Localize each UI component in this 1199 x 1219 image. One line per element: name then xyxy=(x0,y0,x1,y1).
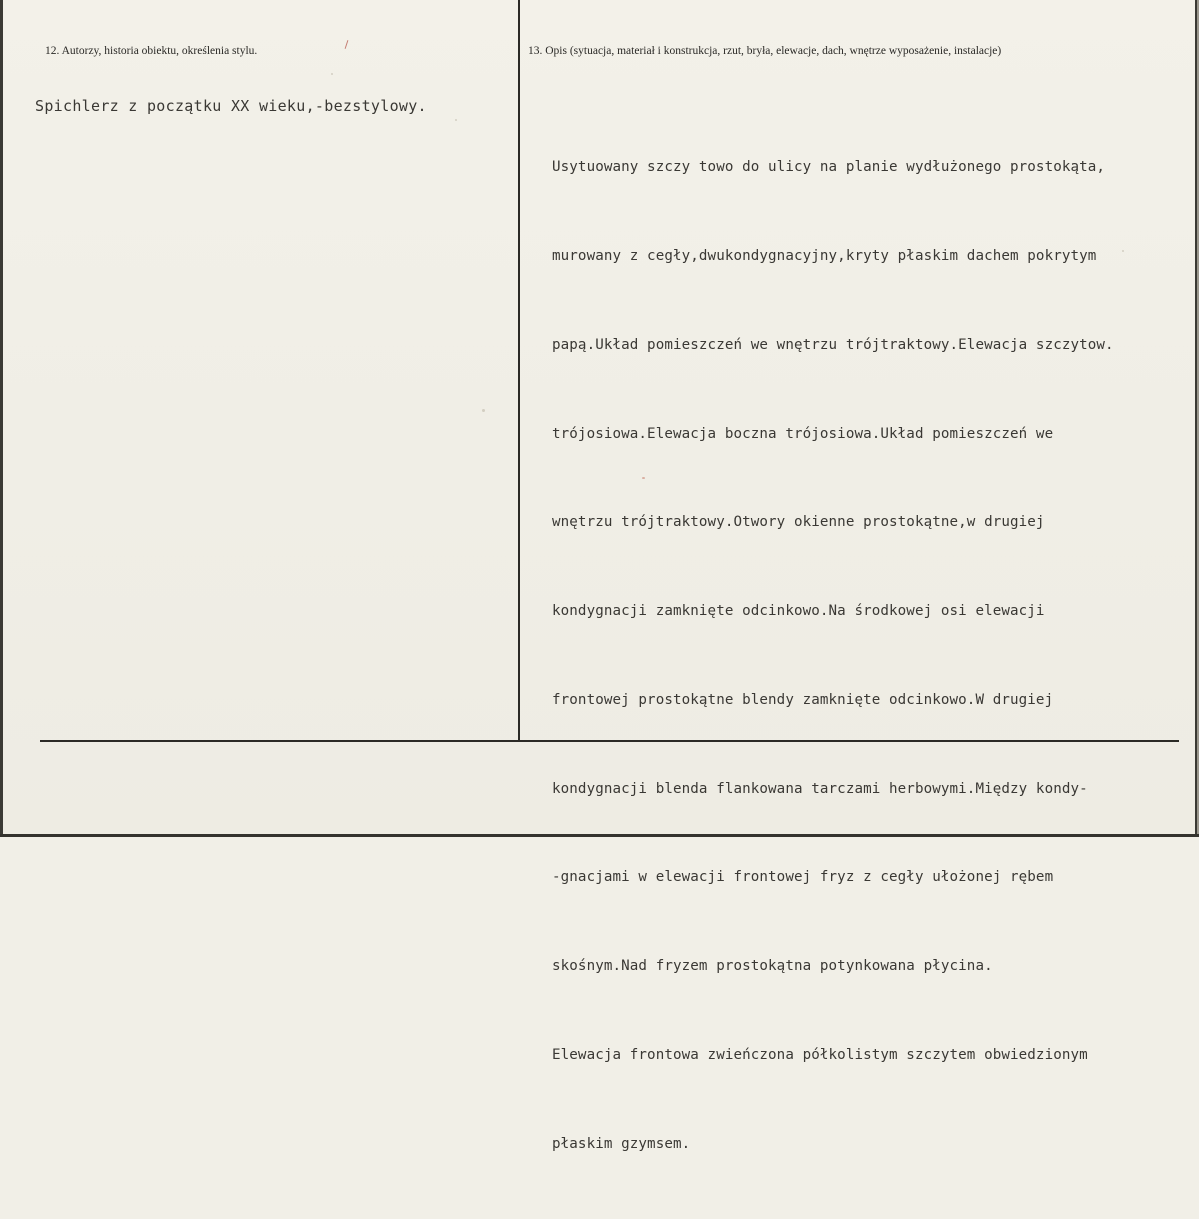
column-divider xyxy=(518,0,520,741)
typed-line: skośnym.Nad fryzem prostokątna potynkowana płycina. xyxy=(552,958,993,975)
typed-line: Elewacja frontowa zwieńczona półkolistym szczytem obwiedzionym xyxy=(552,1047,1088,1063)
typed-line: kondygnacji blenda flankowana tarczami herbowymi.Między kondy- xyxy=(552,780,1088,797)
typed-line: Usytuowany szczy towo do ulicy na planie wydłużonego prostokąta, xyxy=(552,159,1106,176)
typed-line: wnętrzu trójtraktowy.Otwory okienne prostokątne,w drugiej xyxy=(552,514,1045,531)
typed-line: frontowej prostokątne blendy zamknięte odcinkowo.W drugiej xyxy=(552,691,1054,708)
field-12-typed-text: Spichlerz z początku XX wieku,-bezstylowy. xyxy=(35,97,427,115)
typed-line: papą.Układ pomieszczeń we wnętrzu trójtraktowy.Elewacja szczytow. xyxy=(552,336,1114,353)
paper-speck xyxy=(642,477,645,479)
paper-speck xyxy=(1122,250,1124,252)
field-12-heading: 12. Autorzy, historia obiektu, określenia stylu. xyxy=(45,45,258,57)
typed-line: kondygnacji zamknięte odcinkowo.Na środkowej osi elewacji xyxy=(552,603,1045,620)
typed-line: murowany z cegły,dwukondygnacyjny,kryty płaskim dachem pokrytym xyxy=(552,247,1097,264)
typed-line: trójosiowa.Elewacja boczna trójosiowa.Układ pomieszczeń we xyxy=(552,425,1054,442)
paper-speck xyxy=(331,73,333,75)
pencil-tick-mark xyxy=(345,40,349,49)
field-13-typed-text xyxy=(552,94,1114,1219)
paper-speck xyxy=(482,409,485,412)
paper-speck xyxy=(455,119,457,121)
field-13-heading: 13. Opis (sytuacja, materiał i konstrukcja, rzut, bryła, elewacje, dach, wnętrze wyposażenie, instalacje) xyxy=(528,45,1002,57)
typed-line: -gnacjami w elewacji frontowej fryz z cegły ułożonej rębem xyxy=(552,869,1054,886)
typed-line: płaskim gzymsem. xyxy=(552,1135,691,1152)
left-border xyxy=(0,0,3,837)
